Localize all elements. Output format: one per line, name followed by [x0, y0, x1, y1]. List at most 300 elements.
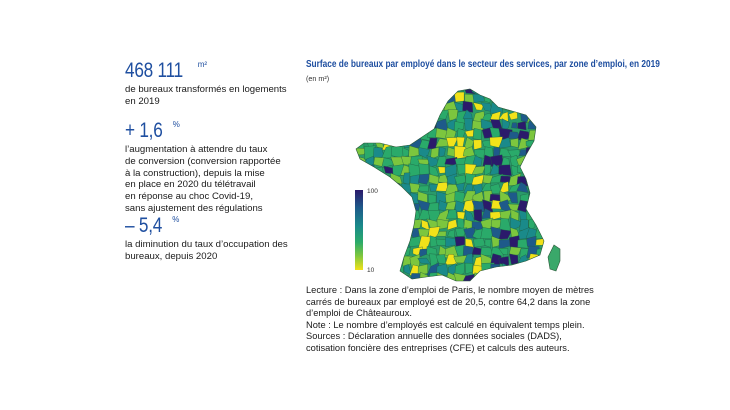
- zone-cell: [553, 103, 563, 114]
- zone-cell: [391, 121, 404, 132]
- zone-cell: [332, 200, 340, 210]
- zone-cell: [564, 202, 570, 213]
- zone-cell: [330, 272, 340, 282]
- zone-cell: [519, 104, 529, 114]
- zone-cell: [410, 273, 421, 285]
- zone-cell: [564, 248, 570, 257]
- zone-cell: [544, 148, 558, 160]
- zone-cell: [382, 182, 391, 194]
- zone-cell: [546, 138, 554, 151]
- zone-cell: [358, 94, 364, 104]
- zone-cell: [544, 158, 557, 167]
- legend-min-label: 10: [367, 267, 375, 274]
- zone-cell: [490, 272, 502, 281]
- zone-cell: [420, 114, 431, 124]
- zone-cell: [526, 92, 539, 104]
- zone-cell: [562, 164, 570, 178]
- zone-cell: [490, 155, 503, 166]
- stat-description: la diminution du taux d’occupation des bureaux, depuis 2020: [125, 239, 288, 262]
- zone-cell: [437, 94, 448, 101]
- zone-cell: [409, 92, 421, 103]
- zone-cell: [364, 194, 377, 204]
- zone-cell: [373, 203, 386, 212]
- zone-cell: [547, 220, 556, 231]
- zone-cell: [526, 155, 537, 166]
- zone-cell: [562, 228, 570, 240]
- zone-cell: [375, 210, 384, 221]
- zone-cell: [366, 103, 378, 111]
- zone-cell: [535, 137, 547, 148]
- zone-cell: [337, 96, 350, 102]
- zone-cell: [330, 265, 338, 274]
- zone-cell: [373, 102, 383, 111]
- zone-cell: [392, 95, 403, 102]
- zone-cell: [565, 138, 570, 149]
- zone-cell: [553, 164, 565, 173]
- zone-cell: [367, 218, 374, 227]
- zone-cell: [535, 165, 548, 176]
- zone-cell: [536, 192, 549, 204]
- zone-cell: [337, 111, 348, 123]
- zone-cell: [355, 164, 366, 174]
- zone-cell: [367, 273, 377, 284]
- zone-cell: [554, 110, 566, 120]
- zone-cell: [473, 94, 485, 103]
- zone-cell: [330, 111, 339, 122]
- zone-cell: [563, 103, 570, 112]
- zone-cell: [527, 110, 538, 123]
- zone-cell: [374, 222, 385, 227]
- zone-cell: [401, 210, 413, 222]
- zone-cell: [529, 265, 539, 274]
- zone-cell: [346, 93, 359, 105]
- zone-cell: [383, 110, 394, 122]
- zone-cell: [499, 95, 512, 104]
- zone-cell: [418, 85, 430, 96]
- zone-cell: [337, 184, 348, 194]
- zone-cell: [402, 275, 411, 284]
- zone-cell: [428, 194, 436, 203]
- zone-cell: [346, 155, 359, 166]
- zone-cell: [501, 85, 512, 95]
- zone-cell: [535, 146, 547, 159]
- zone-cell: [364, 229, 374, 238]
- zone-cell: [562, 112, 570, 122]
- zone-cell: [374, 110, 384, 123]
- zone-cell: [337, 104, 347, 112]
- zone-cell: [545, 186, 557, 196]
- zone-cell: [508, 267, 518, 273]
- zone-cell: [348, 275, 356, 283]
- stat-value: + 1,6: [125, 119, 163, 142]
- zone-cell: [409, 129, 420, 141]
- zone-cell: [402, 130, 411, 139]
- zone-cell: [528, 120, 538, 129]
- zone-cell: [562, 158, 570, 167]
- note-text: Note : Le nombre d’employés est calculé en équivalent temps plein.: [306, 319, 585, 330]
- zone-cell: [483, 272, 494, 283]
- stat-unit: %: [172, 215, 180, 224]
- zone-cell: [400, 203, 413, 212]
- zone-cell: [337, 192, 349, 203]
- zone-cell: [412, 102, 422, 114]
- zone-cell: [555, 183, 567, 194]
- zone-cell: [366, 128, 376, 139]
- zone-cell: [330, 102, 339, 114]
- zone-cell: [385, 274, 393, 284]
- zone-cell: [384, 218, 395, 230]
- stat-value: 468 111: [125, 59, 183, 82]
- zone-cell: [383, 254, 394, 266]
- zone-cell: [392, 191, 401, 204]
- zone-cell: [392, 85, 404, 95]
- zone-cell: [546, 210, 554, 221]
- color-legend: [355, 190, 365, 272]
- zone-cell: [436, 87, 446, 92]
- zone-cell: [382, 101, 394, 112]
- zone-cell: [392, 257, 403, 264]
- zone-cell: [553, 210, 563, 220]
- zone-cell: [421, 92, 431, 104]
- zone-cell: [519, 85, 529, 95]
- zone-cell: [337, 201, 347, 212]
- zone-cell: [382, 228, 395, 240]
- zone-cell: [364, 200, 377, 211]
- zone-cell: [473, 238, 485, 247]
- zone-cell: [376, 167, 384, 175]
- zone-cell: [391, 204, 403, 213]
- stat-block-3: [125, 215, 295, 263]
- stat-unit: %: [172, 120, 180, 129]
- zone-cell: [330, 149, 341, 156]
- zone-cell: [553, 121, 566, 133]
- zone-cell: [348, 131, 356, 139]
- zone-cell: [364, 255, 375, 265]
- zone-cell: [330, 228, 339, 240]
- zone-cell: [330, 191, 338, 204]
- zone-cell: [473, 273, 482, 284]
- zone-cell: [544, 122, 555, 130]
- zone-cell: [393, 236, 404, 246]
- zone-cell: [349, 101, 358, 115]
- zone-cell: [536, 272, 548, 285]
- zone-cell: [554, 175, 566, 182]
- zone-cell: [511, 123, 517, 129]
- zone-cell: [392, 129, 402, 141]
- zone-cell: [356, 176, 368, 186]
- zone-cell: [364, 119, 377, 129]
- zone-cell: [526, 101, 539, 113]
- zone-cell: [553, 204, 565, 213]
- zone-cell: [537, 156, 545, 167]
- zone-cell: [391, 273, 403, 282]
- zone-cell: [545, 113, 553, 123]
- stat-block-2: [125, 120, 295, 215]
- zone-cell: [490, 264, 500, 276]
- zone-cell: [529, 164, 539, 176]
- zone-cell: [401, 86, 413, 95]
- zone-cell: [383, 94, 393, 102]
- zone-cell: [518, 121, 527, 130]
- zone-cell: [427, 85, 439, 95]
- zone-cell: [338, 273, 348, 283]
- zone-cell: [536, 128, 548, 141]
- zone-cell: [392, 229, 404, 240]
- zone-cell: [544, 128, 556, 141]
- zone-cell: [364, 85, 374, 96]
- zone-cell: [337, 148, 350, 157]
- zone-cell: [565, 236, 570, 250]
- zone-cell: [565, 193, 570, 204]
- zone-cell: [566, 210, 570, 219]
- zone-cell: [401, 93, 411, 104]
- zone-cell: [528, 130, 538, 140]
- zone-cell: [337, 236, 351, 247]
- zone-cell: [509, 93, 520, 105]
- zone-cell: [538, 176, 548, 184]
- zone-cell: [536, 85, 547, 94]
- map-regions: [330, 85, 570, 285]
- zone-cell: [373, 128, 386, 140]
- zone-cell: [402, 111, 413, 122]
- zone-cell: [376, 237, 384, 245]
- zone-cell: [338, 248, 348, 256]
- zone-cell: [564, 218, 570, 231]
- zone-cell: [340, 156, 348, 167]
- zone-cell: [330, 128, 339, 138]
- zone-cell: [535, 104, 545, 112]
- zone-cell: [554, 156, 564, 166]
- zone-cell: [337, 129, 347, 139]
- zone-cell: [384, 85, 394, 95]
- zone-cell: [429, 110, 439, 122]
- zone-cell: [553, 92, 565, 103]
- zone-cell: [473, 128, 482, 139]
- zone-cell: [409, 85, 420, 95]
- zone-cell: [364, 209, 376, 222]
- zone-cell: [538, 120, 546, 132]
- zone-cell: [376, 119, 384, 131]
- stat-unit: m²: [197, 60, 208, 69]
- zone-cell: [518, 275, 531, 285]
- zone-cell: [400, 218, 411, 229]
- zone-cell: [364, 110, 377, 123]
- zone-cell: [365, 92, 375, 105]
- zone-cell: [500, 176, 510, 183]
- zone-cell: [555, 193, 563, 200]
- zone-cell: [330, 247, 340, 258]
- zone-cell: [338, 264, 350, 275]
- zone-cell: [510, 85, 522, 95]
- zone-cell: [330, 174, 340, 184]
- zone-cell: [418, 104, 431, 113]
- stat-description: de bureaux transformés en logements en 2019: [125, 84, 287, 107]
- zone-cell: [565, 119, 570, 131]
- zone-cell: [330, 221, 339, 228]
- zone-cell: [563, 257, 570, 267]
- zone-cell: [374, 273, 383, 285]
- zone-cell: [538, 183, 548, 194]
- zone-cell: [554, 138, 566, 148]
- zone-cell: [546, 105, 556, 114]
- zone-cell: [357, 122, 366, 131]
- zone-cell: [518, 263, 527, 275]
- zone-cell: [384, 130, 392, 140]
- zone-cell: [376, 174, 386, 183]
- zone-cell: [546, 164, 557, 174]
- zone-cell: [554, 274, 566, 285]
- lecture-text: Lecture : Dans la zone d’emploi de Paris, le nombre moyen de mètres carrés de bureaux par employé est de 20,5, contre 64,2 dans la zone d’emploi de Châteauroux.: [306, 285, 594, 318]
- zone-cell: [330, 93, 338, 104]
- map-title: Surface de bureaux par employé dans le secteur des services, par zone d’emploi, en 2019: [306, 59, 660, 70]
- zone-cell: [346, 175, 359, 185]
- zone-cell: [563, 173, 570, 185]
- zone-cell: [376, 85, 384, 95]
- zone-cell: [535, 210, 547, 221]
- zone-cell: [330, 238, 338, 249]
- zone-cell: [562, 263, 570, 275]
- zone-cell: [330, 139, 340, 149]
- zone-cell: [418, 120, 427, 131]
- zone-cell: [447, 85, 454, 93]
- zone-cell: [330, 166, 341, 177]
- zone-cell: [509, 272, 518, 283]
- zone-cell: [544, 192, 555, 204]
- zone-cell: [373, 229, 385, 239]
- zone-cell: [529, 275, 539, 285]
- zone-cell: [418, 186, 429, 192]
- zone-cell: [554, 229, 564, 239]
- zone-cell: [563, 130, 570, 141]
- zone-cell: [394, 245, 404, 257]
- zone-cell: [431, 102, 437, 113]
- zone-cell: [373, 264, 385, 276]
- zone-cell: [562, 85, 570, 95]
- zone-cell: [347, 165, 359, 177]
- zone-cell: [403, 173, 410, 185]
- map-notes: [306, 285, 606, 354]
- zone-cell: [330, 85, 339, 96]
- zone-cell: [348, 122, 359, 128]
- zone-cell: [393, 101, 404, 113]
- zone-cell: [337, 138, 349, 151]
- stat-block-1: [125, 60, 295, 108]
- zone-cell: [383, 246, 395, 257]
- zone-cell: [482, 85, 492, 94]
- zone-cell: [538, 111, 548, 123]
- zone-cell: [544, 236, 554, 246]
- stat-description: l’augmentation à attendre du taux de conversion (conversion rapportée à la construction), depuis la mise en place en 2020 du télétravail en réponse au choc Covid-19, sans ajustement des régulations: [125, 144, 281, 214]
- zone-cell: [508, 102, 521, 111]
- zone-cell: [535, 93, 548, 100]
- zone-cell: [337, 210, 349, 223]
- zone-cell: [374, 246, 384, 255]
- zone-cell: [338, 85, 350, 95]
- zone-cell: [511, 138, 519, 147]
- zone-cell: [535, 228, 548, 239]
- zone-cell: [429, 93, 438, 102]
- zone-cell: [544, 85, 557, 94]
- zone-cell: [562, 146, 570, 159]
- zone-cell: [340, 176, 350, 184]
- zone-cell: [384, 194, 394, 203]
- zone-cell: [382, 209, 394, 220]
- zone-cell: [403, 103, 410, 113]
- france-choropleth-map: [330, 85, 570, 285]
- zone-cell: [366, 173, 373, 186]
- zone-cell: [538, 255, 548, 267]
- zone-cell: [330, 209, 340, 221]
- zone-cell: [355, 137, 364, 150]
- zone-cell: [562, 274, 570, 282]
- zone-cell: [392, 209, 402, 220]
- zone-cell: [330, 120, 341, 129]
- map-unit: (en m²): [306, 74, 330, 83]
- zone-cell: [384, 264, 394, 273]
- zone-cell: [499, 272, 512, 284]
- zone-cell: [366, 237, 376, 250]
- zone-cell: [538, 264, 546, 276]
- legend-gradient: [355, 190, 363, 270]
- zone-cell: [366, 248, 373, 256]
- zone-cell: [536, 202, 548, 213]
- zone-cell: [554, 85, 564, 94]
- zone-cell: [403, 120, 413, 132]
- legend-max-label: 100: [367, 188, 378, 195]
- zone-cell: [553, 146, 567, 158]
- zone-cell: [499, 165, 512, 176]
- zone-cell: [409, 110, 419, 123]
- zone-cell: [545, 272, 557, 285]
- stat-value: – 5,4: [125, 214, 163, 237]
- zone-cell: [337, 254, 348, 267]
- sources-text: Sources : Déclaration annuelle des données sociales (DADS), cotisation foncière des entreprises (CFE) et calculs des auteurs.: [306, 331, 570, 353]
- zone-cell: [548, 92, 554, 102]
- zone-cell: [357, 129, 368, 141]
- zone-cell: [355, 111, 368, 123]
- zone-cell: [391, 112, 404, 123]
- zone-cell: [517, 94, 528, 103]
- zone-cell: [374, 255, 384, 264]
- zone-cell: [553, 129, 565, 140]
- zone-cell: [529, 85, 536, 94]
- zone-cell: [348, 139, 356, 149]
- zone-cell: [349, 112, 360, 122]
- zone-cell: [382, 202, 395, 212]
- zone-cell: [563, 185, 570, 195]
- zone-cell: [346, 85, 359, 96]
- zone-cell: [358, 103, 368, 113]
- zone-cell: [448, 110, 458, 121]
- zone-cell: [544, 175, 557, 185]
- zone-cell: [409, 183, 419, 193]
- zone-cell: [545, 228, 555, 239]
- zone-cell: [355, 85, 366, 94]
- zone-cell: [337, 166, 350, 177]
- zone-cell: [490, 85, 503, 96]
- zone-cell: [384, 119, 394, 132]
- zone-cell: [330, 255, 340, 266]
- zone-cell: [517, 164, 528, 173]
- corsica: [548, 245, 560, 271]
- zone-cell: [330, 183, 341, 194]
- zone-cell: [337, 119, 349, 130]
- zone-cell: [330, 155, 339, 166]
- zone-cell: [526, 176, 539, 183]
- zone-cell: [383, 236, 393, 247]
- zone-cell: [338, 229, 350, 240]
- zone-cell: [564, 95, 570, 105]
